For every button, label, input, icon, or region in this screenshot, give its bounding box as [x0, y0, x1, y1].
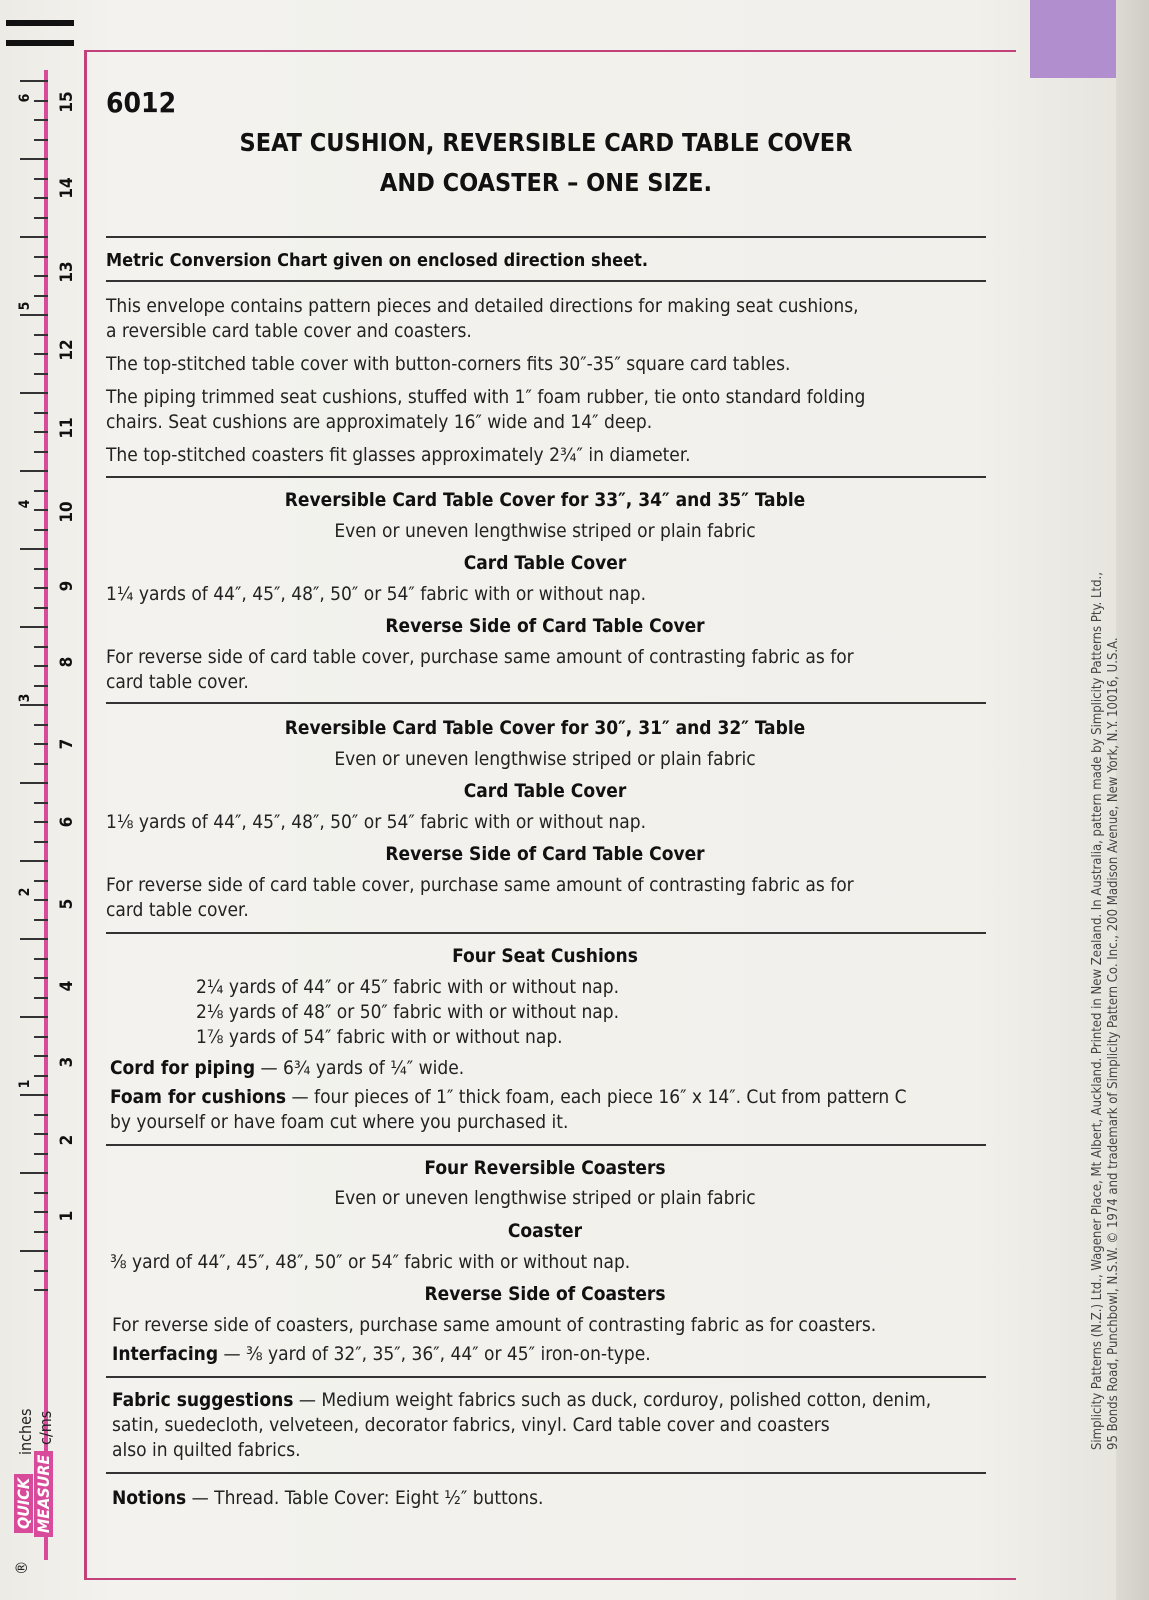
ruler-tick [34, 919, 48, 921]
ruler-tick [34, 724, 48, 726]
ruler-tick [34, 1192, 48, 1194]
ruler-tick [20, 626, 48, 628]
ruler-tick [34, 646, 48, 648]
ruler-tick [34, 490, 48, 492]
ruler-tick [34, 100, 48, 102]
item-heading: Coaster [507, 1220, 583, 1242]
section-heading: Four Seat Cushions [452, 945, 638, 967]
ruler-inch-number: 2 [57, 1134, 77, 1146]
divider [106, 476, 986, 478]
item-heading: Reverse Side of Card Table Cover [385, 843, 705, 865]
ruler-tick [20, 80, 48, 82]
reverse-note: card table cover. [106, 671, 249, 693]
ruler-tick [34, 1114, 48, 1116]
ruler-inches-label: inches [16, 1408, 35, 1455]
ruler-tick [34, 880, 48, 882]
ruler-tick [34, 178, 48, 180]
ruler-tick [20, 470, 48, 472]
reverse-note: For reverse side of coasters, purchase same amount of contrasting fabric as for coasters. [112, 1314, 877, 1336]
ruler-tick [20, 548, 48, 550]
ruler-inch-number: 15 [57, 91, 77, 113]
yardage-line: 2¼ yards of 44″ or 45″ fabric with or without nap. [196, 976, 620, 998]
ruler-inch-number: 3 [57, 1056, 77, 1068]
ruler-cm-number: 3 [17, 693, 33, 703]
quick-measure-logo [14, 1474, 33, 1533]
ruler-tick [34, 665, 48, 667]
ruler-inch-number: 13 [57, 261, 77, 283]
ruler-labels [8, 1275, 68, 1575]
ruler-tick [34, 821, 48, 823]
intro-line: The top-stitched table cover with button-corners fits 30″-35″ square card tables. [106, 353, 791, 375]
ruler-tick [34, 899, 48, 901]
ruler-tick [20, 782, 48, 784]
ruler-tick [34, 353, 48, 355]
ruler-tick [34, 275, 48, 277]
divider [106, 702, 986, 704]
ruler-tick [34, 256, 48, 258]
ruler-tick [34, 1075, 48, 1077]
credit-line: Simplicity Patterns (N.Z.) Ltd., Wagener Place, Mt Albert, Auckland. Printed in New Zealand. In Australia, pattern made by Simplicity Patterns Pty. Ltd., [1090, 572, 1105, 1450]
ruler-inch-number: 12 [57, 339, 77, 361]
pattern-title-line2: AND COASTER – ONE SIZE. [379, 168, 713, 197]
metric-note: Metric Conversion Chart given on enclosed direction sheet. [106, 250, 648, 271]
ruler-tick [34, 587, 48, 589]
quick-measure-ruler [0, 0, 77, 1600]
ruler-tick [34, 1055, 48, 1057]
ruler-tick [34, 119, 48, 121]
ruler-tick [34, 197, 48, 199]
ruler-tick [20, 314, 48, 316]
ruler-tick [20, 860, 48, 862]
ruler-cms-label: c/ms [36, 1410, 55, 1445]
reverse-note: For reverse side of card table cover, purchase same amount of contrasting fabric as for [106, 646, 854, 668]
cord-text: — 6¾ yards of ¼″ wide. [255, 1057, 465, 1079]
ruler-tick [20, 158, 48, 160]
divider [106, 280, 986, 282]
measure-label: MEASURE [34, 1451, 53, 1537]
ruler-tick [20, 1172, 48, 1174]
reverse-note: For reverse side of card table cover, purchase same amount of contrasting fabric as for [106, 874, 854, 896]
ruler-tick [20, 938, 48, 940]
notions-text: — Thread. Table Cover: Eight ½″ buttons. [186, 1487, 544, 1509]
ruler-tick [34, 841, 48, 843]
yardage-line: 1⅞ yards of 54″ fabric with or without nap. [196, 1026, 563, 1048]
ruler-inch-number: 1 [57, 1210, 77, 1222]
ruler-tick [34, 412, 48, 414]
intro-line: chairs. Seat cushions are approximately 16″ wide and 14″ deep. [106, 411, 653, 433]
ruler-top-mark [6, 40, 74, 46]
intro-text: This envelope contains pattern pieces and detailed directions for making seat cushions, [106, 295, 859, 317]
ruler-tick [34, 139, 48, 141]
ruler-tick [34, 743, 48, 745]
ruler-tick [34, 802, 48, 804]
ruler-tick [34, 529, 48, 531]
quick-measure-logo [34, 1451, 53, 1537]
interfacing-text: — ⅜ yard of 32″, 35″, 36″, 44″ or 45″ iron-on-type. [218, 1343, 651, 1365]
divider [106, 1144, 986, 1146]
intro-line [106, 294, 984, 319]
ruler-tick [20, 704, 48, 706]
copyright-mark: ® [12, 1560, 31, 1575]
ruler-inch-number: 10 [57, 501, 77, 523]
interfacing-label: Interfacing [112, 1343, 219, 1365]
ruler-tick [34, 334, 48, 336]
ruler-tick [34, 997, 48, 999]
section-heading: Four Reversible Coasters [424, 1157, 666, 1179]
fabric-line: also in quilted fabrics. [112, 1439, 301, 1461]
ruler-inch-number: 5 [57, 898, 77, 910]
pattern-title-line1: SEAT CUSHION, REVERSIBLE CARD TABLE COVER [239, 128, 853, 157]
ruler-inch-number: 6 [57, 816, 77, 828]
divider [106, 932, 986, 934]
notions-line [112, 1486, 990, 1511]
ruler-inch-number: 4 [57, 980, 77, 992]
ruler-tick [34, 1231, 48, 1233]
ruler-cm-number: 6 [17, 93, 33, 103]
ruler-tick [34, 685, 48, 687]
ruler-tick [34, 607, 48, 609]
foam-label: Foam for cushions [110, 1086, 287, 1108]
foam-text: — four pieces of 1″ thick foam, each piece 16″ x 14″. Cut from pattern C [286, 1086, 907, 1108]
item-heading: Reverse Side of Card Table Cover [385, 615, 705, 637]
ruler-inch-number: 7 [57, 738, 77, 750]
yardage-line: ⅜ yard of 44″, 45″, 48″, 50″ or 54″ fabric with or without nap. [110, 1251, 631, 1273]
ruler-tick [34, 451, 48, 453]
yardage-line: 1¼ yards of 44″, 45″, 48″, 50″ or 54″ fabric with or without nap. [106, 583, 647, 605]
interfacing-line [112, 1342, 990, 1367]
ruler-tick [20, 1250, 48, 1252]
yardage-line: 2⅛ yards of 48″ or 50″ fabric with or without nap. [196, 1001, 620, 1023]
ruler-tick [34, 509, 48, 511]
ruler-tick [34, 763, 48, 765]
section-subheading: Even or uneven lengthwise striped or plain fabric [334, 520, 756, 542]
ruler-tick [34, 1211, 48, 1213]
item-heading: Card Table Cover [463, 780, 627, 802]
ruler-cm-number: 1 [17, 1079, 33, 1089]
ruler-tick [20, 236, 48, 238]
ruler-tick [20, 1094, 48, 1096]
ruler-inch-number: 9 [57, 580, 77, 592]
ruler-tick [34, 568, 48, 570]
item-heading: Card Table Cover [463, 552, 627, 574]
cord-line [110, 1056, 988, 1081]
quick-label: QUICK [14, 1474, 33, 1533]
ruler-tick [34, 977, 48, 979]
ruler-top-mark [6, 20, 74, 26]
ruler-tick [34, 958, 48, 960]
ruler-inch-number: 14 [57, 177, 77, 199]
intro-line: a reversible card table cover and coasters. [106, 320, 472, 342]
divider [106, 1376, 986, 1378]
intro-line: The piping trimmed seat cushions, stuffed with 1″ foam rubber, tie onto standard folding [106, 386, 866, 408]
ruler-tick [34, 431, 48, 433]
ruler-tick [34, 217, 48, 219]
publisher-credit [1090, 572, 1122, 1450]
section-subheading: Even or uneven lengthwise striped or plain fabric [334, 748, 756, 770]
foam-line [110, 1085, 988, 1110]
section-subheading: Even or uneven lengthwise striped or plain fabric [334, 1187, 756, 1209]
fabric-line: satin, suedecloth, velveteen, decorator fabrics, vinyl. Card table cover and coasters [112, 1414, 830, 1436]
ruler-tick [34, 1153, 48, 1155]
ruler-tick [20, 1016, 48, 1018]
section-heading: Reversible Card Table Cover for 30″, 31″ and 32″ Table [284, 717, 806, 739]
fabric-text: — Medium weight fabrics such as duck, corduroy, polished cotton, denim, [293, 1389, 932, 1411]
fabric-line [112, 1388, 990, 1413]
ruler-tick [34, 1036, 48, 1038]
purple-corner-tab [1030, 0, 1116, 78]
cord-label: Cord for piping [110, 1057, 256, 1079]
yardage-line: 1⅛ yards of 44″, 45″, 48″, 50″ or 54″ fabric with or without nap. [106, 811, 647, 833]
ruler-tick [34, 1270, 48, 1272]
ruler-cm-number: 2 [17, 887, 33, 897]
ruler-tick [34, 1133, 48, 1135]
credit-line: 95 Bonds Road, Punchbowl, N.S.W. © 1974 and trademark of Simplicity Pattern Co. Inc., 200 Madison Avenue, New York, N.Y. 10016, U.S.A. [1106, 637, 1121, 1450]
ruler-cm-number: 4 [17, 499, 33, 509]
section-heading: Reversible Card Table Cover for 33″, 34″ and 35″ Table [284, 489, 806, 511]
pattern-number: 6012 [106, 86, 177, 119]
ruler-tick [34, 373, 48, 375]
ruler-tick [20, 392, 48, 394]
item-heading: Reverse Side of Coasters [424, 1283, 666, 1305]
foam-line: by yourself or have foam cut where you purchased it. [110, 1111, 569, 1133]
intro-line: The top-stitched coasters fit glasses approximately 2¾″ in diameter. [106, 444, 691, 466]
divider [106, 1472, 986, 1474]
ruler-inch-number: 11 [57, 417, 77, 439]
ruler-cm-number: 5 [17, 301, 33, 311]
notions-label: Notions [112, 1487, 187, 1509]
reverse-note: card table cover. [106, 899, 249, 921]
ruler-inch-number: 8 [57, 656, 77, 668]
divider [106, 236, 986, 238]
ruler-tick [34, 295, 48, 297]
fabric-label: Fabric suggestions [112, 1389, 294, 1411]
